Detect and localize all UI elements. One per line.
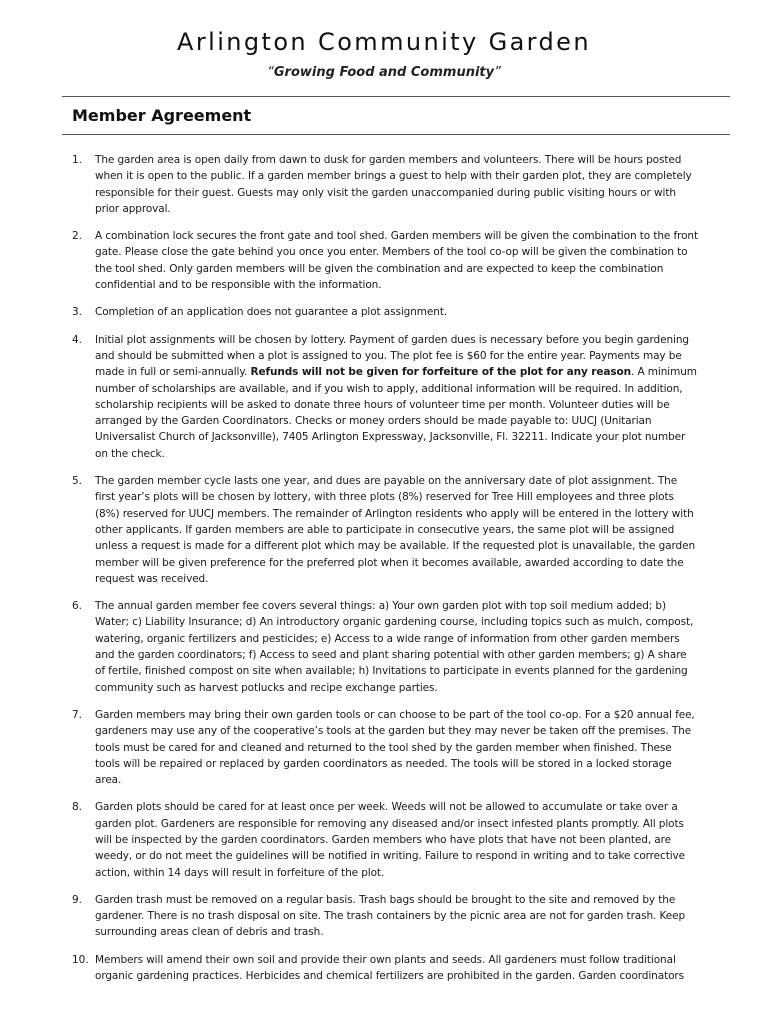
item-text: Members will amend their own soil and provide their own plants and seeds. All gardeners must follow traditional organic gardening practices. Herbicides and chemical fertilizers are prohibited in the garden. Garden coordinators (95, 953, 684, 983)
agreement-item-2 (0, 228, 768, 293)
item-text-part-b: . A minimum number of scholarships are available, and if you wish to apply, additional information will be required. In addition, scholarship recipients will be asked to donate three hours of volunteer time per month. Volunteer duties will be arranged by the Garden Coordinators. Checks or money orders should be made payable to: UUCJ (Unitarian Universalist Church of Jacksonville), 7405 Arlington Expressway, Jacksonville, Fl. 32211. Indicate your plot number on the check. (95, 366, 697, 460)
bottom-divider (62, 134, 730, 135)
agreement-item-8 (0, 799, 768, 880)
tagline-close-quote: ” (494, 65, 501, 80)
agreement-item-1 (0, 152, 768, 217)
item-number: 5. (72, 475, 83, 488)
agreement-item-6 (0, 598, 768, 696)
item-number: 4. (72, 333, 83, 346)
item-text: The garden area is open daily from dawn to dusk for garden members and volunteers. There will be hours posted when it is open to the public. If a garden member brings a guest to help with their garden plot, they are completely responsible for their guest. Guests may only visit the garden unaccompanied during public visiting hours or with prior approval. (95, 154, 692, 215)
item-number: 8. (72, 801, 83, 814)
agreement-item-4 (0, 332, 768, 462)
item-number: 10. (72, 953, 89, 966)
tagline-open-quote: “ (267, 65, 274, 80)
item-number: 6. (72, 600, 83, 613)
item-text: Completion of an application does not guarantee a plot assignment. (95, 306, 448, 319)
item-number: 2. (72, 230, 83, 243)
item-number: 9. (72, 893, 83, 906)
item-text: Garden trash must be removed on a regular basis. Trash bags should be brought to the site and removed by the gardener. There is no trash disposal on site. The trash containers by the picnic area are not for garden trash. Keep surrounding areas clean of debris and trash. (95, 893, 686, 939)
tagline-text: Growing Food and Community (273, 65, 495, 80)
agreement-item-3 (0, 304, 768, 320)
top-divider (62, 96, 730, 97)
item-number: 3. (72, 306, 83, 319)
item-number: 7. (72, 708, 83, 721)
item-text: The annual garden member fee covers several things: a) Your own garden plot with top soil medium added; b) Water; c) Liability Insurance; d) An introductory organic gardening course, including topics such as mulch, compost, watering, organic fertilizers and pesticides; e) Access to a wide range of information from other garden members and the garden coordinators; f) Access to seed and plant sharing potential with other garden members; g) A share of fertile, finished compost on site when available; h) Invitations to participate in events planned for the gardening community such as harvest potlucks and recipe exchange parties. (95, 600, 694, 694)
agreement-list (0, 152, 768, 995)
item-text (95, 332, 699, 462)
section-title: Member Agreement (72, 106, 252, 125)
agreement-item-10 (0, 952, 768, 985)
agreement-item-5 (0, 473, 768, 587)
item-text: Garden plots should be cared for at least once per week. Weeds will not be allowed to accumulate or take over a garden plot. Gardeners are responsible for removing any diseased and/or insect infested plants promptly. All plots will be inspected by the garden coordinators. Garden members who have plots that have not been planted, are weedy, or do not meet the guidelines will be notified in writing. Failure to respond in writing and to take corrective action, within 14 days will result in forfeiture of the plot. (95, 801, 686, 879)
refund-policy-bold: Refunds will not be given for forfeiture of the plot for any reason (250, 366, 631, 379)
item-text: A combination lock secures the front gate and tool shed. Garden members will be given the combination to the front gate. Please close the gate behind you once you enter. Members of the tool co-op will be given the combination to the tool shed. Only garden members will be given the combination and are expected to keep the combination confidential and to be responsible with the information. (95, 230, 698, 292)
agreement-item-7 (0, 707, 768, 788)
tagline (0, 65, 768, 80)
item-text: The garden member cycle lasts one year, and dues are payable on the anniversary date of plot assignment. The first year’s plots will be chosen by lottery, with three plots (8%) reserved for Tree Hill employees and three plots (8%) reserved for UUCJ members. The remainder of Arlington residents who apply will be entered in the lottery with other applicants. If garden members are able to participate in consecutive years, the same plot will be assigned unless a request is made for a different plot which may be available. If the requested plot is unavailable, the garden member will be given preference for the preferred plot when it becomes available, awarded according to date the request was received. (95, 475, 696, 585)
agreement-item-9 (0, 892, 768, 941)
item-number: 1. (72, 154, 83, 166)
item-text-part-a: Initial plot assignments will be chosen by lottery. Payment of garden dues is necessary before you begin gardening and should be submitted when a plot is assigned to you. The plot fee is $60 for the entire year. Payments may be made in full or semi-annually. (95, 333, 689, 379)
document-title: Arlington Community Garden (177, 28, 591, 56)
item-text: Garden members may bring their own garden tools or can choose to be part of the tool co-op. For a $20 annual fee, gardeners may use any of the cooperative’s tools at the garden but they may never be taken off the premises. The tools must be cared for and cleaned and returned to the tool shed by the garden member when finished. These tools will be repaired or replaced by garden coordinators as needed. The tools will be stored in a locked storage area. (95, 708, 695, 787)
